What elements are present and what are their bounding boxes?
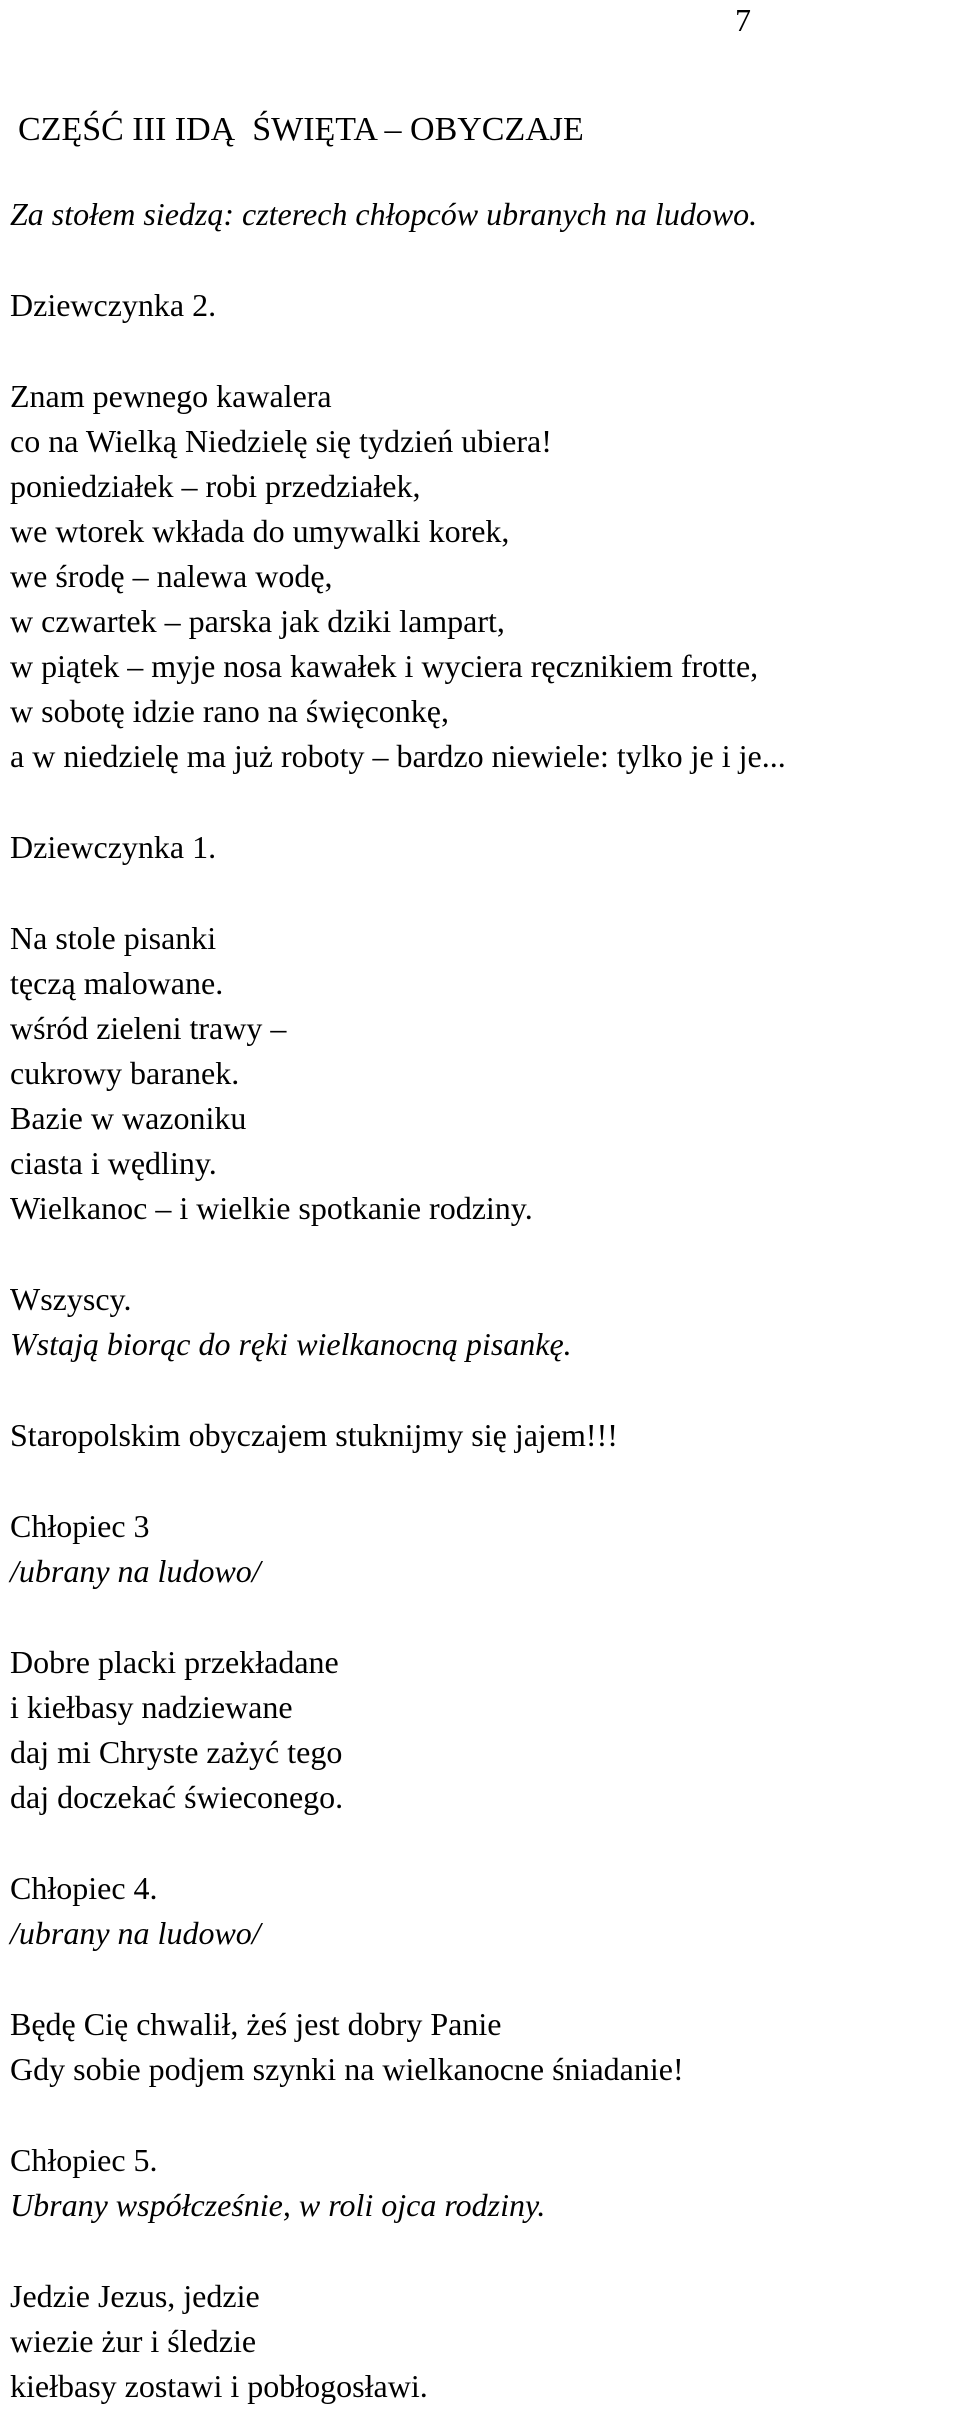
- text-block: [10, 1866, 960, 1956]
- text-line: w czwartek – parska jak dziki lampart,: [10, 603, 505, 639]
- text-block: [10, 1640, 960, 1820]
- text-block: [10, 2138, 960, 2228]
- text-line: Wielkanoc – i wielkie spotkanie rodziny.: [10, 1190, 533, 1226]
- text-block: [10, 192, 960, 237]
- text-line: Wszyscy.: [10, 1281, 132, 1317]
- text-line: poniedziałek – robi przedziałek,: [10, 468, 421, 504]
- text-line: Chłopiec 4.: [10, 1870, 158, 1906]
- paragraph-gap: [10, 328, 960, 374]
- paragraph-gap: [10, 1956, 960, 2002]
- page-number: 7: [735, 2, 751, 38]
- stage-direction-line: Ubrany współcześnie, w roli ojca rodziny.: [10, 2187, 546, 2223]
- text-block: [10, 825, 960, 870]
- text-line: wśród zieleni trawy –: [10, 1010, 287, 1046]
- text-block: [10, 2002, 960, 2092]
- text-block: [10, 2274, 960, 2409]
- text-block: [10, 283, 960, 328]
- text-line: kiełbasy zostawi i pobłogosławi.: [10, 2368, 428, 2404]
- text-line: Jedzie Jezus, jedzie: [10, 2278, 260, 2314]
- text-line: i kiełbasy nadziewane: [10, 1689, 293, 1725]
- paragraph-gap: [10, 1458, 960, 1504]
- text-line: Będę Cię chwalił, żeś jest dobry Panie: [10, 2006, 502, 2042]
- text-line: daj mi Chryste zażyć tego: [10, 1734, 343, 1770]
- text-line: w piątek – myje nosa kawałek i wyciera ręcznikiem frotte,: [10, 648, 759, 684]
- text-line: Dobre placki przekładane: [10, 1644, 339, 1680]
- text-block: [10, 1413, 960, 1458]
- stage-direction-line: /ubrany na ludowo/: [10, 1915, 261, 1951]
- paragraph-gap: [10, 2092, 960, 2138]
- text-line: cukrowy baranek.: [10, 1055, 240, 1091]
- text-line: Gdy sobie podjem szynki na wielkanocne śniadanie!: [10, 2051, 684, 2087]
- text-line: co na Wielką Niedzielę się tydzień ubiera!: [10, 423, 552, 459]
- stage-direction-line: /ubrany na ludowo/: [10, 1553, 261, 1589]
- text-block: [10, 1277, 960, 1367]
- page-title: CZĘŚĆ III IDĄ ŚWIĘTA – OBYCZAJE: [18, 111, 584, 148]
- text-line: Chłopiec 5.: [10, 2142, 158, 2178]
- text-line: wiezie żur i śledzie: [10, 2323, 257, 2359]
- text-line: we wtorek wkłada do umywalki korek,: [10, 513, 510, 549]
- stage-direction-line: Za stołem siedzą: czterech chłopców ubranych na ludowo.: [10, 196, 758, 232]
- text-line: Na stole pisanki: [10, 920, 217, 956]
- text-block: [10, 374, 960, 779]
- paragraph-gap: [10, 237, 960, 283]
- text-block: [10, 916, 960, 1231]
- paragraph-gap: [10, 1820, 960, 1866]
- paragraph-gap: [10, 1231, 960, 1277]
- text-line: we środę – nalewa wodę,: [10, 558, 333, 594]
- text-line: w sobotę idzie rano na święconkę,: [10, 693, 449, 729]
- paragraph-gap: [10, 870, 960, 916]
- text-line: tęczą malowane.: [10, 965, 224, 1001]
- paragraph-gap: [10, 1594, 960, 1640]
- text-line: daj doczekać świeconego.: [10, 1779, 344, 1815]
- paragraph-gap: [10, 779, 960, 825]
- text-line: Dziewczynka 2.: [10, 287, 217, 323]
- text-line: a w niedzielę ma już roboty – bardzo niewiele: tylko je i je...: [10, 738, 786, 774]
- text-block: [10, 1504, 960, 1594]
- stage-direction-line: Wstają biorąc do ręki wielkanocną pisankę.: [10, 1326, 572, 1362]
- text-line: Chłopiec 3: [10, 1508, 150, 1544]
- document-body: [10, 192, 960, 2409]
- paragraph-gap: [10, 2228, 960, 2274]
- paragraph-gap: [10, 1367, 960, 1413]
- text-line: Dziewczynka 1.: [10, 829, 217, 865]
- text-line: Staropolskim obyczajem stuknijmy się jajem!!!: [10, 1417, 618, 1453]
- text-line: ciasta i wędliny.: [10, 1145, 217, 1181]
- text-line: Znam pewnego kawalera: [10, 378, 332, 414]
- text-line: Bazie w wazoniku: [10, 1100, 247, 1136]
